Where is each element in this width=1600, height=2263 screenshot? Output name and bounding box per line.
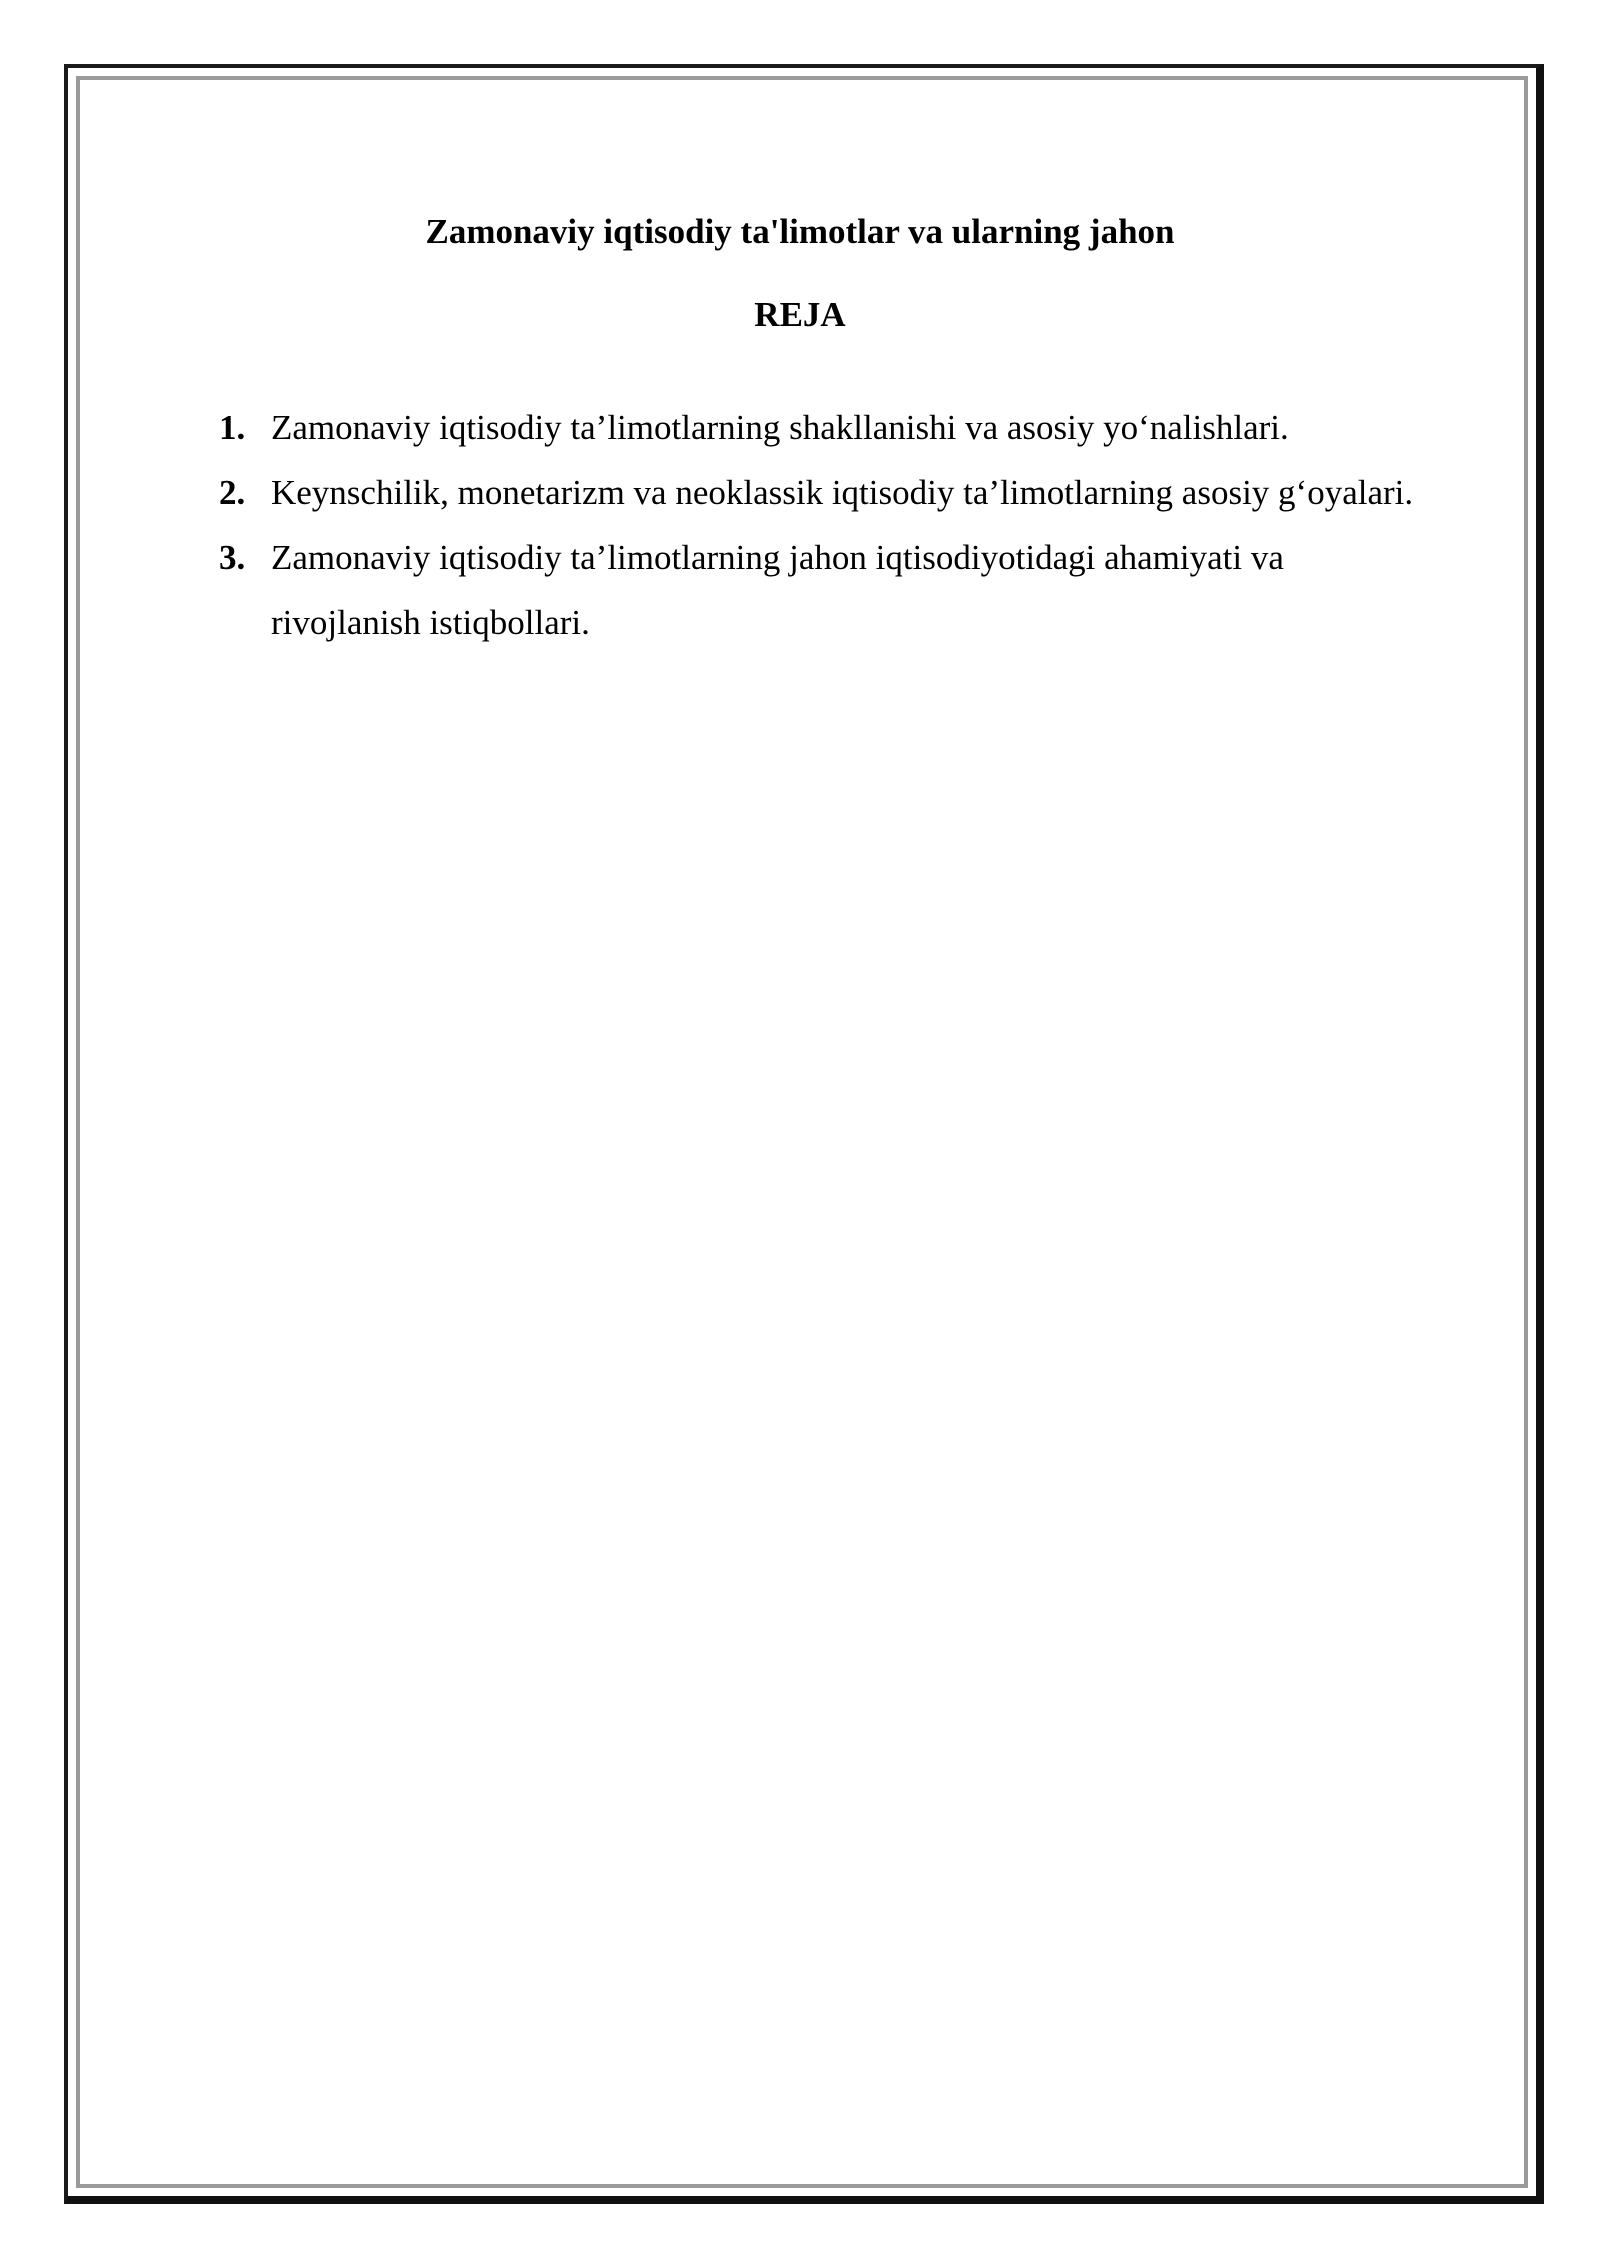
plan-heading: REJA <box>754 295 846 334</box>
plan-item-number: 1. <box>219 408 246 447</box>
page-border <box>64 64 1544 2204</box>
plan-item-text: Keynschilik, monetarizm va neoklassik iqtisodiy ta’limotlarning asosiy g‘oyalari. <box>271 473 1414 512</box>
page-border-inner <box>76 76 1528 2188</box>
plan-item-3 <box>219 525 1419 655</box>
plan-item-number: 2. <box>219 473 246 512</box>
plan-item-1 <box>219 395 1419 460</box>
document-title: Zamonaviy iqtisodiy ta'limotlar va ularning jahon <box>425 212 1175 251</box>
plan-item-text: Zamonaviy iqtisodiy ta’limotlarning shakllanishi va asosiy yo‘nalishlari. <box>271 408 1289 447</box>
plan-list <box>219 395 1419 655</box>
plan-item-number: 3. <box>219 538 246 577</box>
plan-item-2 <box>219 460 1419 525</box>
plan-item-text: Zamonaviy iqtisodiy ta’limotlarning jahon iqtisodiyotidagi ahamiyati va rivojlanish istiqbollari. <box>271 538 1284 642</box>
